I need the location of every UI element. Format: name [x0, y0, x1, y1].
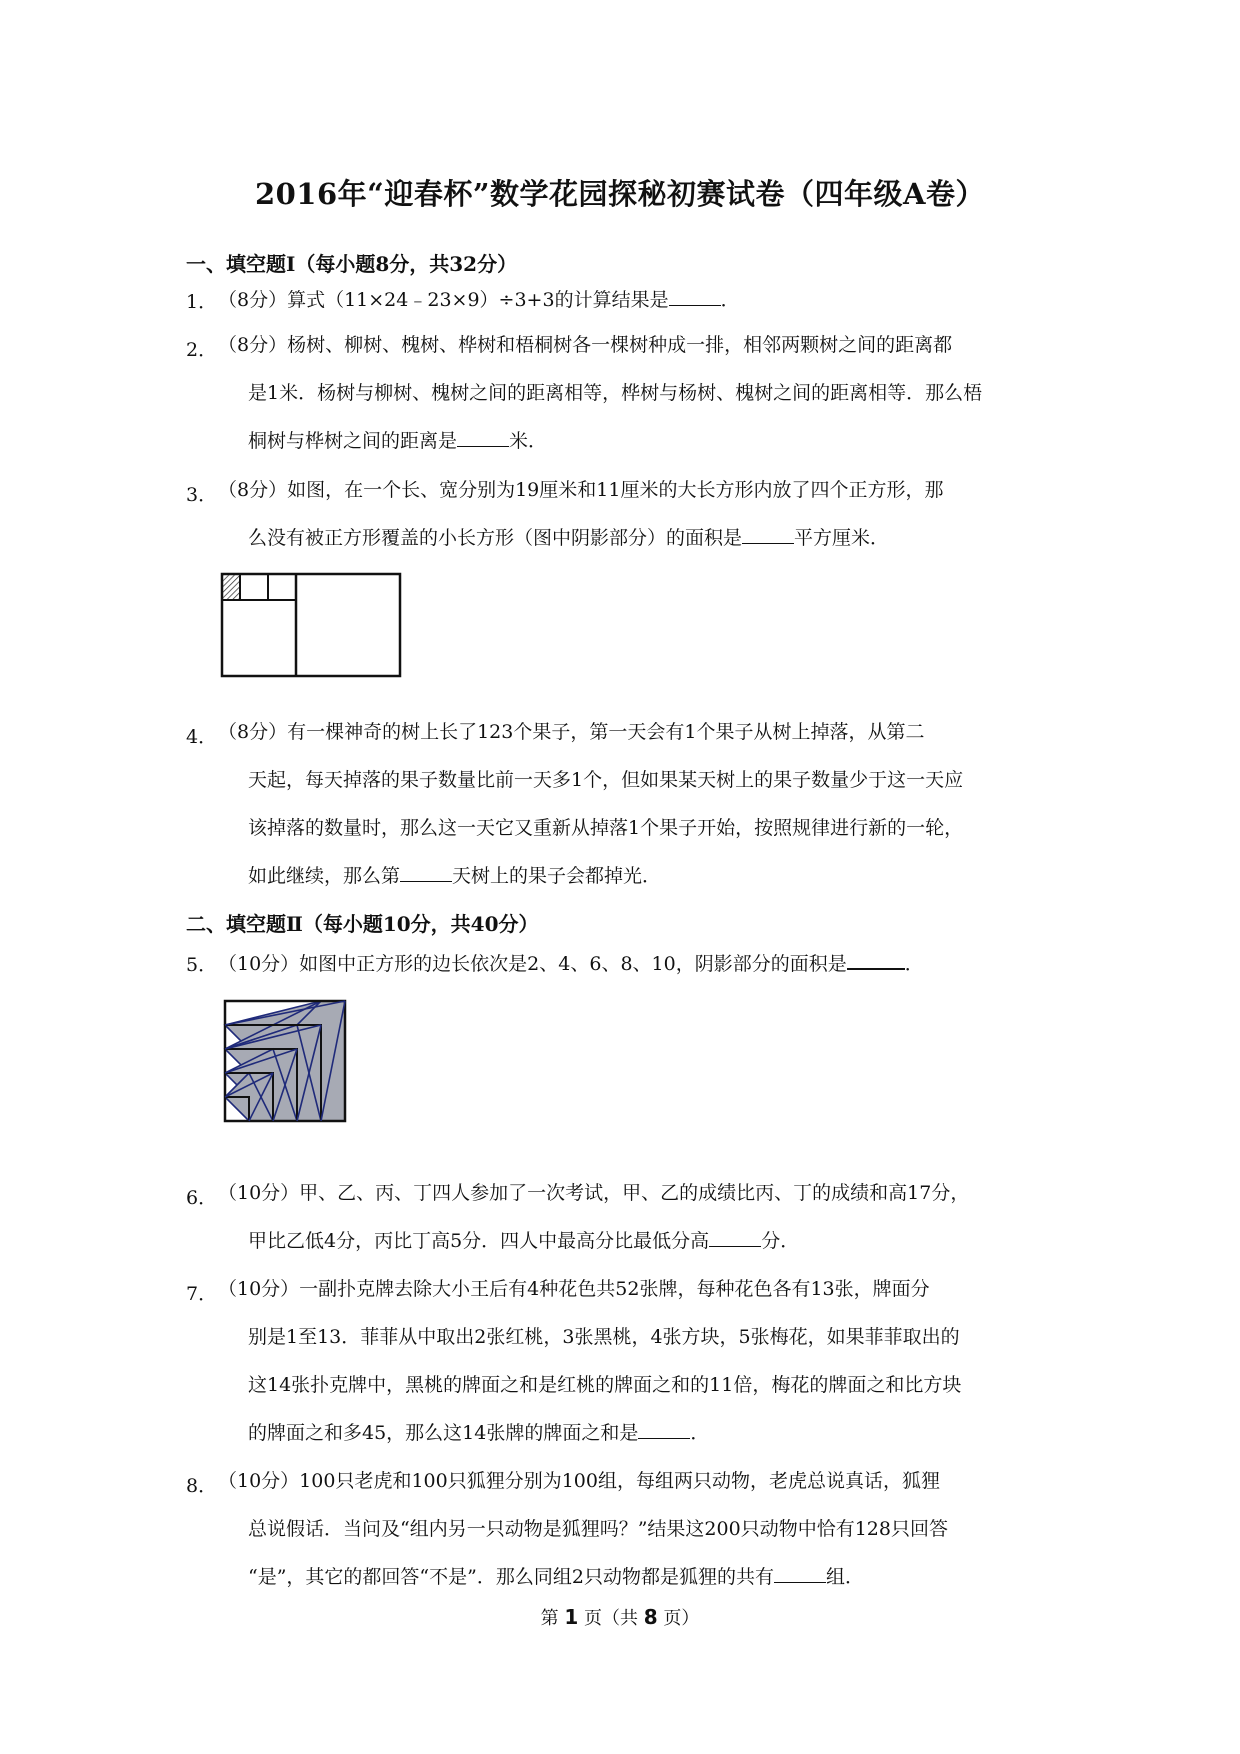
question-text: （8分）杨树、柳树、槐树、桦树和梧桐树各一棵树种成一排，相邻两颗树之间的距离都 — [218, 334, 953, 356]
question-text: ． — [904, 953, 924, 975]
question-text: 甲比乙低4分，丙比丁高5分．四人中最高分比最低分高 — [248, 1230, 710, 1252]
question-2 — [186, 335, 1066, 465]
question-number: 6． — [186, 1187, 218, 1209]
question-number: 2． — [186, 339, 218, 361]
question-6 — [186, 1183, 1066, 1265]
question-text: 的牌面之和多45，那么这14张牌的牌面之和是 — [248, 1422, 639, 1444]
question-text: 总说假话．当问及“组内另一只动物是狐狸吗？”结果这200只动物中恰有128只回答 — [248, 1518, 948, 1540]
question-8 — [186, 1471, 1066, 1601]
question-text: 是1米．杨树与柳树、槐树之间的距离相等，桦树与杨树、槐树之间的距离相等．那么梧 — [248, 382, 983, 404]
question-text: 桐树与桦树之间的距离是 — [248, 430, 458, 452]
answer-blank[interactable] — [742, 525, 794, 544]
answer-blank[interactable] — [774, 1564, 826, 1583]
question-text: 天起，每天掉落的果子数量比前一天多1个，但如果某天树上的果子数量少于这一天应 — [248, 769, 964, 791]
question-1 — [186, 287, 1066, 311]
question-number: 3． — [186, 484, 218, 506]
question-5 — [186, 950, 1066, 975]
question-4 — [186, 722, 1066, 900]
page-footer — [0, 1604, 1240, 1630]
question-number: 8． — [186, 1475, 218, 1497]
section-heading-1: 一、填空题Ⅰ（每小题8分，共32分） — [186, 252, 518, 276]
question-text: （10分）如图中正方形的边长依次是2、4、6、8、10，阴影部分的面积是 — [218, 953, 847, 975]
answer-blank[interactable] — [638, 1420, 690, 1439]
section-heading-2: 二、填空题Ⅱ（每小题10分，共40分） — [186, 912, 539, 936]
question-text: 天树上的果子会都掉光． — [452, 865, 662, 887]
question-text: ． — [720, 289, 740, 311]
question-text: （8分）算式（11×24﹣23×9）÷3+3的计算结果是 — [218, 289, 669, 311]
answer-blank[interactable] — [709, 1228, 761, 1247]
question-number: 5． — [186, 954, 218, 976]
question-text: （10分）100只老虎和100只狐狸分别为100组，每组两只动物，老虎总说真话，狐狸 — [218, 1470, 940, 1492]
total-page-number: 8 — [643, 1605, 658, 1629]
nested-squares-figure — [222, 998, 352, 1126]
answer-blank[interactable] — [669, 287, 721, 306]
footer-text: 页） — [663, 1608, 700, 1629]
question-text: （8分）如图，在一个长、宽分别为19厘米和11厘米的大长方形内放了四个正方形，那 — [218, 479, 944, 501]
answer-blank[interactable] — [457, 428, 509, 447]
question-text: ． — [690, 1422, 710, 1444]
question-text: 这14张扑克牌中，黑桃的牌面之和是红桃的牌面之和的11倍，梅花的牌面之和比方块 — [248, 1374, 962, 1396]
question-text: 组． — [825, 1566, 864, 1588]
question-text: 米． — [509, 430, 548, 452]
answer-blank[interactable] — [847, 950, 905, 970]
page-title: 2016年“迎春杯”数学花园探秘初赛试卷（四年级A卷） — [254, 177, 986, 211]
question-text: “是”，其它的都回答“不是”．那么同组2只动物都是狐狸的共有 — [248, 1566, 774, 1588]
shaded-rectangle — [223, 575, 239, 599]
footer-text: 第 — [540, 1608, 559, 1629]
current-page-number: 1 — [564, 1605, 579, 1629]
question-text: 如此继续，那么第 — [248, 865, 401, 887]
large-rectangle — [222, 574, 400, 676]
question-text: 么没有被正方形覆盖的小长方形（图中阴影部分）的面积是 — [248, 527, 743, 549]
question-text: （10分）一副扑克牌去除大小王后有4种花色共52张牌，每种花色各有13张，牌面分 — [218, 1278, 930, 1300]
answer-blank[interactable] — [400, 863, 452, 882]
question-text: （8分）有一棵神奇的树上长了123个果子，第一天会有1个果子从树上掉落，从第二 — [218, 721, 925, 743]
question-3 — [186, 480, 1066, 562]
question-number: 4． — [186, 726, 218, 748]
question-text: （10分）甲、乙、丙、丁四人参加了一次考试，甲、乙的成绩比丙、丁的成绩和高17分， — [218, 1182, 970, 1204]
question-number: 7． — [186, 1283, 218, 1305]
question-text: 该掉落的数量时，那么这一天它又重新从掉落1个果子开始，按照规律进行新的一轮， — [248, 817, 964, 839]
question-text: 别是1至13．菲菲从中取出2张红桃，3张黑桃，4张方块，5张梅花，如果菲菲取出的 — [248, 1326, 960, 1348]
footer-text: 页（共 — [584, 1608, 638, 1629]
question-text: 平方厘米． — [794, 527, 890, 549]
question-7 — [186, 1279, 1066, 1457]
rectangle-squares-figure — [220, 572, 404, 680]
question-text: 分． — [761, 1230, 800, 1252]
question-number: 1． — [186, 291, 218, 313]
